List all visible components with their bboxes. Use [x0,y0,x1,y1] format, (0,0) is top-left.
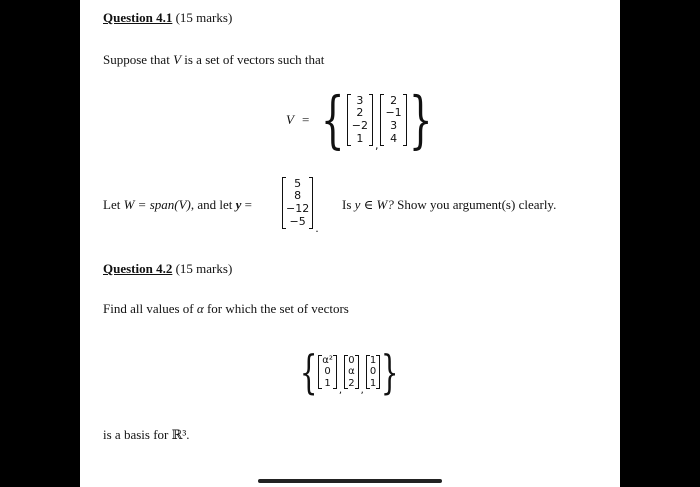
y-entry-4: −5 [289,214,306,228]
y-equals: = [244,197,252,212]
vector-a3 [366,355,380,390]
v2-entry-4: 4 [390,131,398,145]
q42-heading [103,262,232,275]
y-vector-wrap [282,171,321,235]
q41-label: Question 4.1 [103,10,173,25]
q42-marks: (15 marks) [175,261,233,276]
v1-entry-2: 2 [356,106,364,120]
w-var: W [123,197,135,212]
basis-text: is a basis for [103,427,169,442]
q41-intro-var: V [173,52,182,67]
a2-entry-3: 2 [348,377,355,389]
q41-heading [103,11,232,24]
home-indicator-bar[interactable] [258,479,442,483]
q41-marks: (15 marks) [175,10,233,25]
right-brace-2: } [381,345,399,399]
y-entry-1: 5 [294,176,302,190]
span-expr: = span(V) [137,197,191,212]
q41-intro-text: Suppose that [103,52,170,67]
a1-entry-1: α² [322,354,333,366]
vector-v1 [347,94,373,147]
q42-basis-statement [103,428,190,441]
v1-entry-1: 3 [356,93,364,107]
vector-a1 [318,355,337,390]
a1-entry-2: 0 [324,366,331,378]
alpha-var: α [196,301,204,316]
y-vector [282,177,313,230]
y-var: y [235,197,242,212]
comma-3: , [360,385,364,396]
comma-2: , [338,385,343,396]
alpha-vector-set [294,345,405,399]
left-brace: { [321,83,345,156]
set-v-definition [286,83,440,156]
q41-intro-rest: is a set of vectors such that [184,52,325,67]
a2-entry-1: 0 [348,354,355,366]
r3-space: ℝ³. [171,427,190,442]
period: . [315,222,319,235]
let-text: Let [103,197,121,212]
vector-v2 [380,94,406,147]
y-entry-2: 8 [294,189,302,203]
q41-question [342,198,556,211]
a2-entry-2: α [348,366,355,378]
a3-entry-3: 1 [369,377,377,389]
membership-expr: y ∈ W? [354,197,394,212]
q42-prompt-a: Find all values of [103,301,194,316]
a3-entry-2: 0 [369,366,377,378]
q41-question-rest: Show you argument(s) clearly. [397,197,557,212]
left-brace-2: { [299,345,318,399]
q41-intro [103,53,324,66]
right-brace: } [408,83,433,156]
q41-let-statement [103,198,252,211]
v1-entry-4: 1 [356,131,364,145]
y-entry-3: −12 [286,202,310,215]
document-page [80,0,620,487]
a1-entry-3: 1 [324,377,331,389]
q42-label: Question 4.2 [103,261,173,276]
v2-entry-2: −1 [385,106,402,120]
equals-sign: = [301,112,310,127]
q42-prompt [103,302,349,315]
v2-entry-1: 2 [390,93,398,107]
q42-prompt-b: for which the set of vectors [206,301,349,316]
and-let-text: , and let [190,197,233,212]
vector-a2 [344,355,359,390]
is-text: Is [342,197,352,212]
set-v-name: V [286,112,294,127]
comma: , [374,139,379,152]
a3-entry-1: 1 [369,354,377,366]
v1-entry-3: −2 [351,119,368,132]
v2-entry-3: 3 [390,119,398,132]
